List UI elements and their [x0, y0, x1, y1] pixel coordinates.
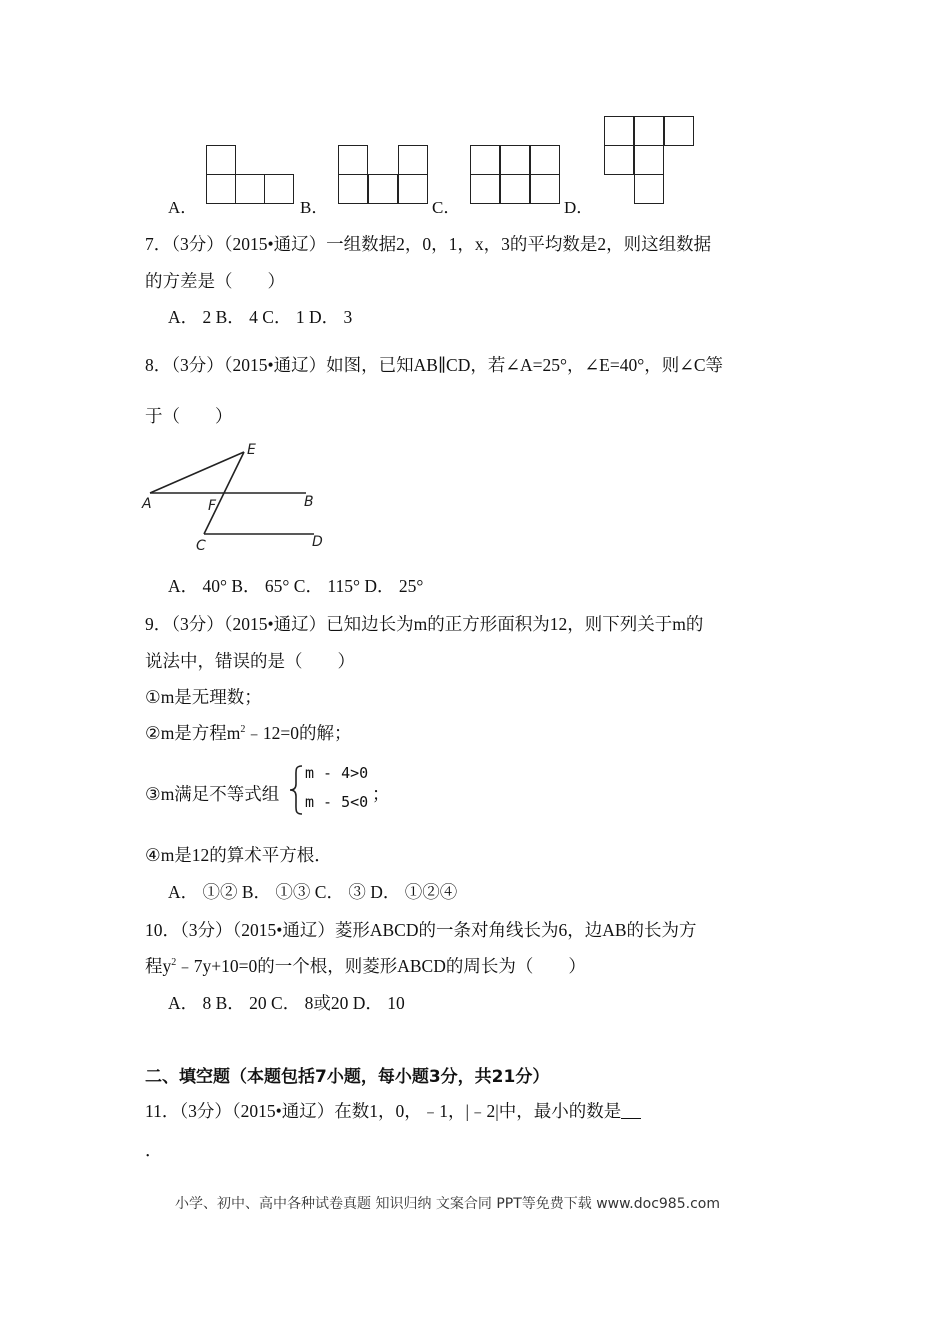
- q6-option-c-label: C．: [432, 198, 461, 217]
- q9-item2: ②m是方程$m^2﹣12=0$的解；: [145, 723, 352, 743]
- label-b: B: [304, 494, 314, 510]
- q9-item3-end: ；: [372, 784, 390, 804]
- q7-options: A． 2 B． 4 C． 1 D． 3: [168, 307, 353, 327]
- q8-figure: [138, 436, 338, 556]
- q9-item1: ①m是无理数；: [145, 687, 262, 707]
- q9-brace-icon: [288, 764, 304, 816]
- q6-option-a-label: A．: [168, 198, 198, 217]
- label-c: C: [196, 538, 206, 554]
- q8-stem-line1: 8．（3分）（2015•通辽）如图，已知AB∥CD，若∠A=25°，∠E=40°，则∠C等: [145, 355, 724, 375]
- line-ae: [150, 452, 244, 493]
- q6-option-d-label: D．: [564, 198, 594, 217]
- q10-stem-line2: 程$y^2﹣7y+10=0$的一个根，则菱形ABCD的周长为（ ）: [145, 956, 586, 976]
- q11-stem-line1: 11．（3分）（2015•通辽）在数1，0，﹣1，|﹣2|中，最小的数是: [145, 1098, 641, 1123]
- label-e: E: [247, 442, 256, 458]
- q10-options: A． 8 B． 20 C． 8或20 D． 10: [168, 993, 405, 1013]
- q11-answer-blank: [621, 1100, 641, 1119]
- q9-system-line1: m - 4>0: [305, 764, 369, 782]
- q10-stem-line1: 10．（3分）（2015•通辽）菱形ABCD的一条对角线长为6，边AB的长为方: [145, 920, 697, 940]
- q8-stem-line2: 于（ ）: [145, 406, 233, 426]
- label-d: D: [312, 534, 323, 550]
- section2-heading: 二、填空题（本题包括7小题，每小题3分，共21分）: [145, 1067, 550, 1087]
- q9-stem-line2: 说法中，错误的是（ ）: [145, 651, 355, 671]
- q9-stem-line1: 9．（3分）（2015•通辽）已知边长为m的正方形面积为12，则下列关于m的: [145, 614, 704, 634]
- q9-item4: ④m是12的算术平方根．: [145, 845, 332, 865]
- page-footer: 小学、初中、高中各种试卷真题 知识归纳 文案合同 PPT等免费下载 www.doc985.com: [175, 1196, 720, 1212]
- q9-system-line2: m - 5<0: [305, 793, 369, 811]
- q8-options: A． 40° B． 65° C． 115° D． 25°: [168, 576, 424, 596]
- q7-stem-line2: 的方差是（ ）: [145, 271, 285, 291]
- q9-item3-label: ③m满足不等式组: [145, 784, 280, 804]
- label-f: F: [208, 498, 217, 514]
- q7-stem-line1: 7．（3分）（2015•通辽）一组数据2，0，1，x，3的平均数是2，则这组数据: [145, 234, 712, 254]
- q11-stem-line2: ．: [145, 1140, 163, 1160]
- label-a: A: [142, 496, 152, 512]
- q9-options: A． ①② B． ①③ C． ③ D． ①②④: [168, 882, 458, 902]
- q6-option-b-label: B．: [300, 198, 329, 217]
